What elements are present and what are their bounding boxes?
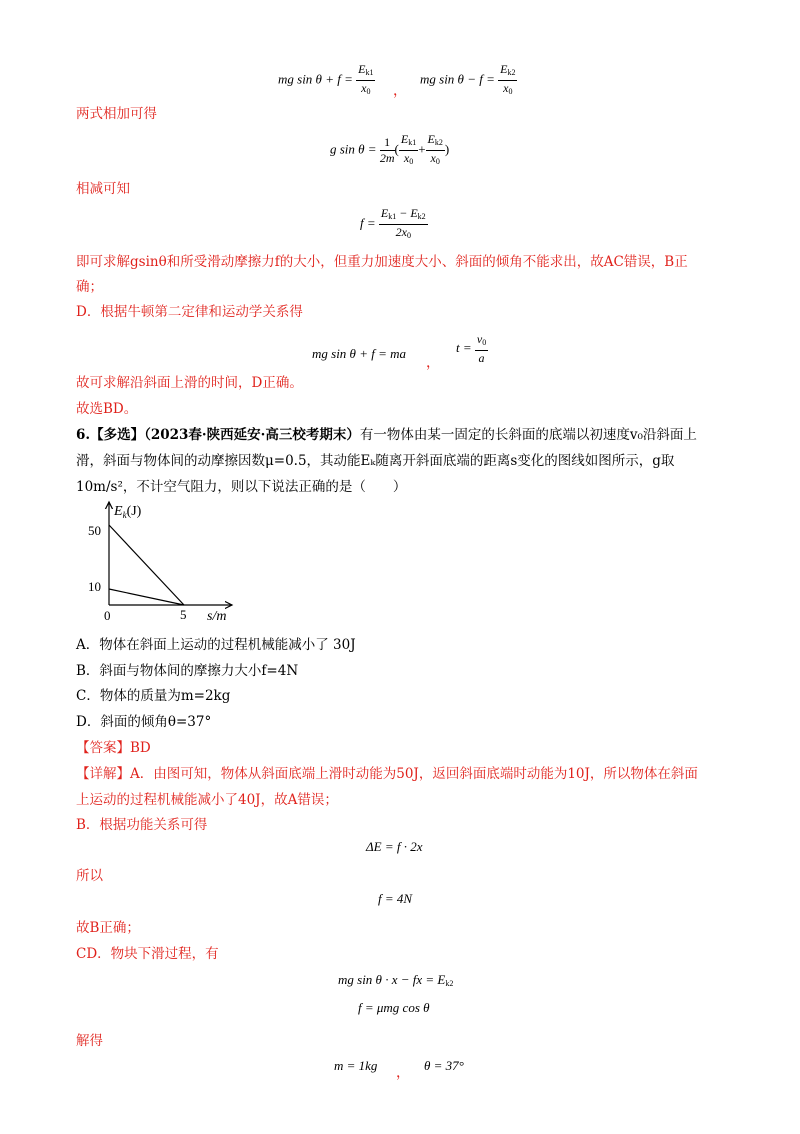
equation-7: mg sin θ · x − fx = $E_{k2}$ <box>338 972 454 988</box>
detail-line-4: 所以 <box>76 868 103 884</box>
text-line-1: 两式相加可得 <box>76 106 157 122</box>
eq2-left: g sin θ = <box>330 141 377 157</box>
text-line-6: 故可求解沿斜面上滑的时间，D正确。 <box>76 375 303 391</box>
eq3-den: 2x <box>395 225 407 239</box>
question-line-2: 滑，斜面与物体间的动摩擦因数μ=0.5，其动能Eₖ随离开斜面底端的距离s变化的图线如图所示，g取 <box>76 453 675 469</box>
eq4b-fraction: $\frac{v_0}{a}$ <box>476 332 487 365</box>
option-c: C．物体的质量为m=2kg <box>76 688 231 704</box>
text-line-5: D．根据牛顿第二定律和运动学关系得 <box>76 304 303 320</box>
text-line-4: 确； <box>76 279 103 295</box>
eq3-num: E <box>380 206 389 220</box>
comma-2: ， <box>426 355 440 371</box>
detail-line-5: 故B正确； <box>76 920 140 936</box>
eq4b-left: t = <box>456 339 472 355</box>
eq1b-den-sub: 0 <box>508 87 513 96</box>
tick-0: 0 <box>104 608 111 623</box>
detail-line-6: CD．物块下滑过程，有 <box>76 946 219 962</box>
question-line-1 <box>76 425 697 445</box>
answer-label: 【答案】BD <box>76 740 151 756</box>
text-line-2: 相减可知 <box>76 181 130 197</box>
tick-5: 5 <box>180 607 187 622</box>
equation-9a: m = 1kg <box>334 1058 378 1073</box>
question-tag: 【多选】 <box>90 427 145 443</box>
question-line-3: 10m/s²，不计空气阻力，则以下说法正确的是（ ） <box>76 479 407 495</box>
eq4b-num: v <box>476 332 483 346</box>
eq1b-left: mg sin θ − f = <box>420 71 495 87</box>
equation-8: f = μmg cos θ <box>358 1000 430 1015</box>
eq3-left: f = <box>360 215 376 231</box>
upper-ek-line <box>109 525 184 605</box>
option-a: A．物体在斜面上运动的过程机械能减小了 30J <box>76 637 356 653</box>
eq1b-fraction <box>498 62 517 99</box>
comma-3: ， <box>396 1065 410 1081</box>
eq1a-den-sub: 0 <box>366 87 371 96</box>
text-line-7: 故选BD。 <box>76 401 138 417</box>
detail-line-2: 上运动的过程机械能减小了40J，故A错误； <box>76 792 338 808</box>
eq7-text: mg sin θ · x − fx = E <box>338 972 446 987</box>
eq1b-num-sub: k2 <box>507 68 516 77</box>
detail-line-7: 解得 <box>76 1033 103 1049</box>
eq1a-fraction <box>356 62 375 99</box>
eq3-fraction: $\frac{E_{k1} - E_{k2}}{2x_0}$ <box>380 206 426 240</box>
question-number: 6. <box>76 427 91 443</box>
equation-4a: mg sin θ + f = ma <box>312 346 406 361</box>
question-text-1: 有一物体由某一固定的长斜面的底端以初速度v₀沿斜面上 <box>359 427 697 443</box>
question-source: （2023春·陕西延安·高三校考期末） <box>144 427 360 443</box>
comma-1: ， <box>393 83 407 99</box>
detail-line-1: 【详解】A．由图可知，物体从斜面底端上滑时动能为50J，返回斜面底端时动能为10J，所以物体在斜面 <box>76 766 698 782</box>
equation-2: g sin θ = $\frac{1}{2m}$ ( $\frac{E_{k1}}{x_0}$ + $\frac{E_{k2}}{x_0}$ ) <box>330 132 449 169</box>
y-axis-label: $E_k(J)$ <box>114 504 142 520</box>
eq2-num: 1 <box>380 135 395 151</box>
eq1b-den: x <box>503 81 509 95</box>
eq2-fraction <box>380 135 395 166</box>
eq1a-num-sub: k1 <box>365 68 374 77</box>
equation-1a <box>278 62 375 99</box>
ek-s-graph <box>82 500 272 625</box>
eq1a-num: E <box>358 62 366 76</box>
equation-3 <box>360 206 428 243</box>
equation-9b: θ = 37° <box>424 1058 464 1073</box>
equation-5: ΔE = f · 2x <box>366 839 423 854</box>
lower-ek-line <box>109 589 184 605</box>
eq1a-den: x <box>361 81 367 95</box>
detail-line-3: B．根据功能关系可得 <box>76 817 208 833</box>
equation-6: f = 4N <box>378 891 413 906</box>
equation-1b <box>420 62 517 99</box>
text-line-3: 即可求解gsinθ和所受滑动摩擦力f的大小，但重力加速度大小、斜面的倾角不能求出，故AC错误，B正 <box>76 254 688 270</box>
tick-50: 50 <box>88 523 101 538</box>
x-axis-label: s/m <box>207 609 227 624</box>
eq2-frac-b: $\frac{E_{k2}}{x_0}$ <box>427 132 443 166</box>
eq2-frac-a: $\frac{E_{k1}}{x_0}$ <box>400 132 417 166</box>
option-b: B．斜面与物体间的摩擦力大小f=4N <box>76 663 299 679</box>
eq2-den: 2m <box>379 151 395 165</box>
tick-10: 10 <box>88 579 101 594</box>
equation-4b <box>456 332 488 366</box>
option-d: D．斜面的倾角θ=37° <box>76 714 212 730</box>
eq4b-den: a <box>478 351 485 365</box>
eq1b-num: E <box>500 62 508 76</box>
eq1a-left: mg sin θ + f = <box>278 71 353 87</box>
